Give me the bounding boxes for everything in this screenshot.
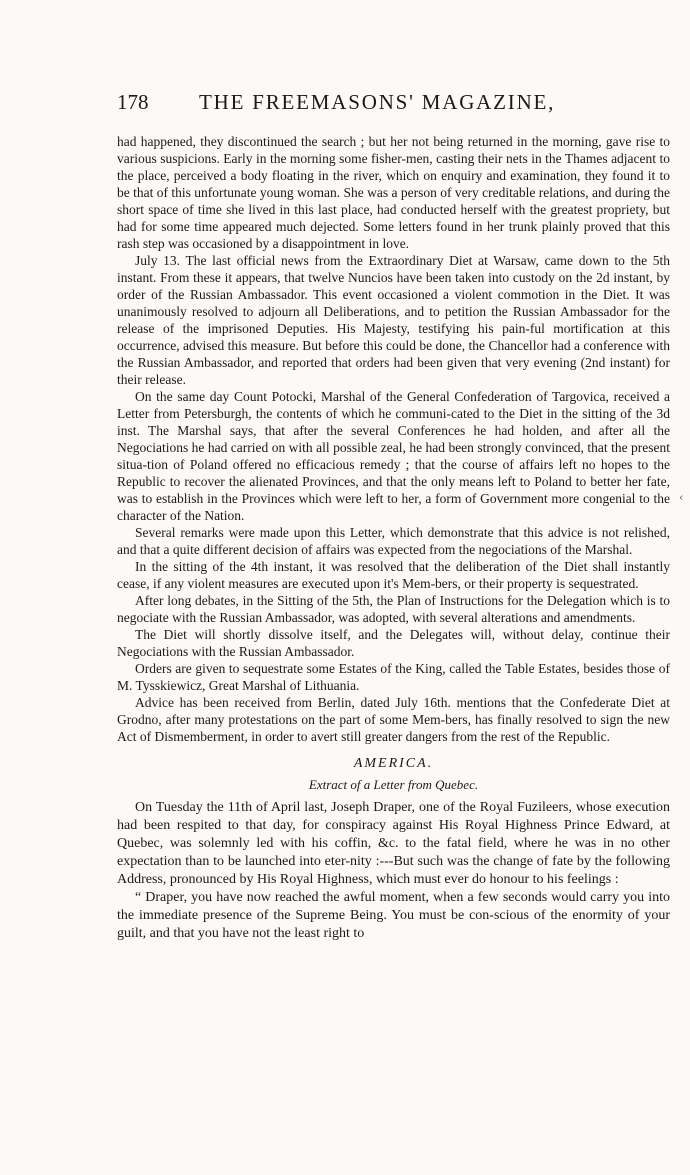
paragraph-diet-dissolve: The Diet will shortly dissolve itself, and the Delegates will, without delay, continue their Negociations with the Russian Ambassador. (117, 627, 670, 659)
section-heading-america: AMERICA. (353, 756, 434, 771)
article-body (117, 133, 670, 943)
paragraph-berlin-advice: Advice has been received from Berlin, dated July 16th. mentions that the Confederate Diet at Grodno, after many protestations on the part of some Mem-bers, has finally resolved to sign the new Act of Dismemberment, in order to avert still greater dangers from the rest of the Republic. (117, 695, 670, 744)
paragraph-fifth-sitting: After long debates, in the Sitting of the 5th, the Plan of Instructions for the Delegation which is to negociate with the Russian Ambassador, was adopted, with several alterations and amendments. (117, 593, 670, 625)
page-number: 178 (117, 90, 149, 114)
paragraph-warsaw-news: July 13. The last official news from the Extraordinary Diet at Warsaw, came down to the 5th instant. From these it appears, that twelve Nuncios have been taken into custody on the 2d instant, by order of the Russian Ambassador. This event occasioned a violent commotion in the Diet. It was unanimously resolved to adjourn all Deliberations, and to petition the Russian Ambassador for the release of the imprisoned Deputies. His Majesty, testifying his pain-ful mortification at this occurrence, advised this measure. But before this could be done, the Chancellor had a conference with the Russian Ambassador, and reported that orders had been given that very evening (2nd instant) for their release. (117, 253, 670, 387)
paragraph-suicide-report: had happened, they discontinued the search ; but her not being returned in the morning, gave rise to various suspicions. Early in the morning some fisher-men, casting their nets in the Thames adjacent to the place, perceived a body floating in the river, which on enquiry and examination, they found it to be that of this unfortunate young woman. She was a person of very creditable relations, and during the short space of time she lived in this last place, had conducted herself with the greatest propriety, but had for some time appeared much dejected. Some letters found in her trunk plainly proved that this rash step was occasioned by a disappointment in love. (117, 134, 670, 251)
section-subheading: Extract of a Letter from Quebec. (308, 777, 479, 792)
margin-mark: ‹ (679, 491, 684, 504)
paragraph-remarks: Several remarks were made upon this Letter, which demonstrate that this advice is not relished, and that a quite different decision of affairs was expected from the negociations of the Marshal. (117, 525, 670, 557)
page-header (117, 90, 677, 120)
paragraph-draper-address: “ Draper, you have now reached the awful moment, when a few seconds would carry you into the immediate presence of the Supreme Being. You must be con-scious of the enormity of your guilt, and that you have not the least right to (117, 890, 670, 941)
paragraph-potocki-letter: On the same day Count Potocki, Marshal of the General Confederation of Targovica, received a Letter from Petersburgh, the contents of which he communi-cated to the Diet in the sitting of the 3d inst. The Marshal says, that after the several Conferences he had holden, and after all the Negociations he had carried on with all possible zeal, he had been strongly convinced, that the present situa-tion of Poland offered no efficacious remedy ; that the course of affairs left no hopes to the Republic to recover the alienated Provinces, and that the only means left to Poland to better her fate, was to establish in the Provinces which were left to her, a form of Government more congenial to the character of the Nation. (117, 389, 670, 523)
running-title: THE FREEMASONS' MAGAZINE, (199, 90, 556, 114)
paragraph-draper-execution: On Tuesday the 11th of April last, Joseph Draper, one of the Royal Fuzileers, whose execution had been respited to that day, for conspiracy against His Royal Highness Prince Edward, at Quebec, was solemnly led with his coffin, &c. to the fatal field, where he was in no other expectation than to be launched into eter-nity :---But such was the change of fate by the following Address, pronounced by His Royal Highness, which must ever do honour to his feelings : (117, 800, 670, 887)
paragraph-fourth-sitting: In the sitting of the 4th instant, it was resolved that the deliberation of the Diet shall instantly cease, if any violent measures are executed upon it's Mem-bers, or their property is sequestrated. (117, 559, 670, 591)
paragraph-sequestration: Orders are given to sequestrate some Estates of the King, called the Table Estates, besides those of M. Tysskiewicz, Great Marshal of Lithuania. (117, 661, 670, 693)
